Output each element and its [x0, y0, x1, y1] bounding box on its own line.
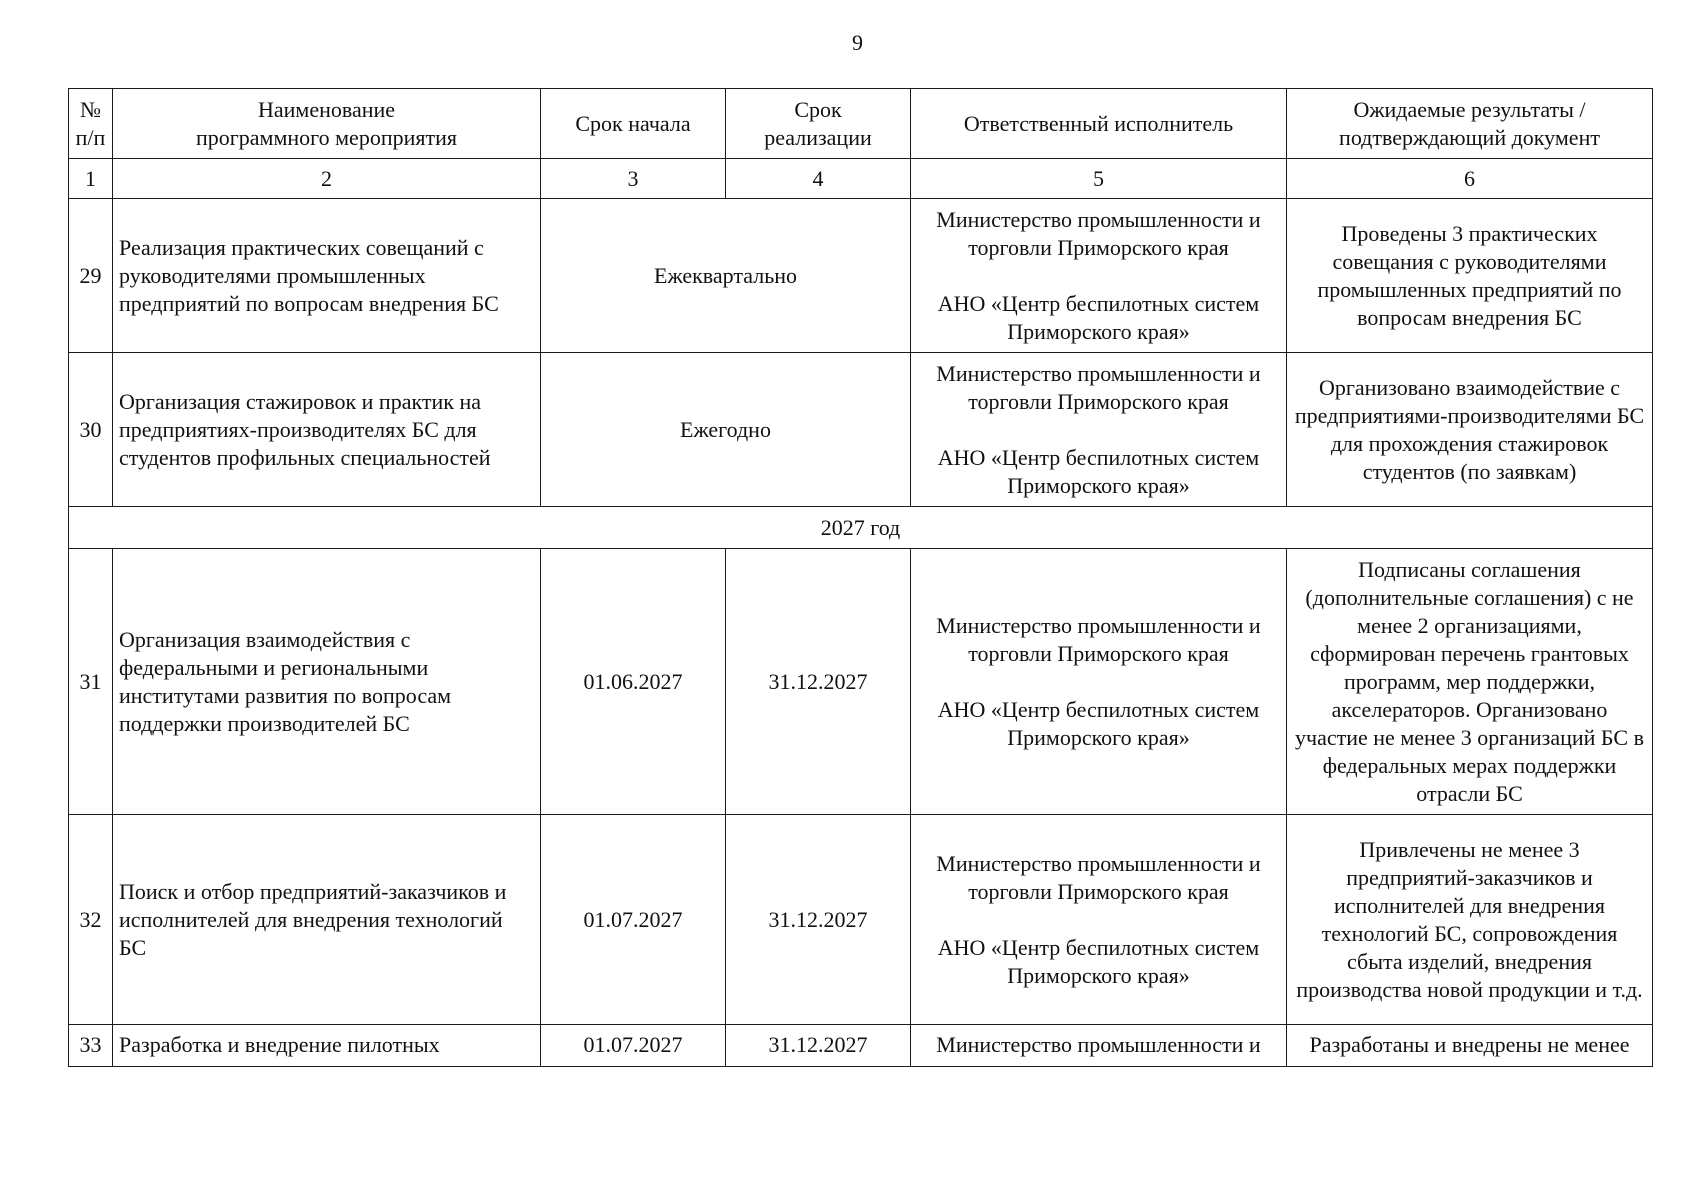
start-date: 01.06.2027	[541, 549, 726, 815]
responsible-ministry: Министерство промышленности и торговли Приморского края	[936, 612, 1261, 666]
activity-period: Ежегодно	[541, 353, 911, 507]
header-start-date: Срок начала	[541, 89, 726, 159]
page-number: 9	[852, 30, 863, 55]
table-header-row	[69, 89, 1653, 159]
responsible-ministry: Министерство промышленности и торговли Приморского края	[936, 850, 1261, 904]
responsible-executors	[911, 815, 1287, 1025]
activity-name: Реализация практических совещаний с руководителями промышленных предприятий по вопросам внедрения БС	[113, 199, 541, 353]
column-number: 5	[911, 159, 1287, 199]
activity-name: Поиск и отбор предприятий-заказчиков и исполнителей для внедрения технологий БС	[113, 815, 541, 1025]
expected-result: Привлечены не менее 3 предприятий-заказчиков и исполнителей для внедрения технологий БС, сопровождения сбыта изделий, внедрения производства новой продукции и т.д.	[1287, 815, 1653, 1025]
column-number: 4	[726, 159, 911, 199]
header-activity-name: Наименование программного мероприятия	[113, 89, 541, 159]
header-number: № п/п	[69, 89, 113, 159]
column-number: 2	[113, 159, 541, 199]
responsible-ano: АНО «Центр беспилотных систем Приморского края»	[937, 444, 1260, 498]
program-activities-table	[68, 88, 1653, 1067]
row-number: 29	[69, 199, 113, 353]
header-end-date: Срок реализации	[726, 89, 911, 159]
table-row	[69, 353, 1653, 507]
column-number: 6	[1287, 159, 1653, 199]
start-date: 01.07.2027	[541, 1025, 726, 1067]
responsible-ano: АНО «Центр беспилотных систем Приморского края»	[937, 696, 1260, 750]
end-date: 31.12.2027	[726, 549, 911, 815]
end-date: 31.12.2027	[726, 1025, 911, 1067]
activity-name: Организация стажировок и практик на предприятиях-производителях БС для студентов профильных специальностей	[113, 353, 541, 507]
activity-period: Ежеквартально	[541, 199, 911, 353]
responsible-ministry: Министерство промышленности и торговли Приморского края	[936, 206, 1261, 260]
expected-result: Организовано взаимодействие с предприятиями-производителями БС для прохождения стажировок студентов (по заявкам)	[1287, 353, 1653, 507]
table-row	[69, 199, 1653, 353]
column-number: 3	[541, 159, 726, 199]
responsible-ministry: Министерство промышленности и торговли Приморского края	[936, 360, 1261, 414]
row-number: 30	[69, 353, 113, 507]
column-number: 1	[69, 159, 113, 199]
start-date: 01.07.2027	[541, 815, 726, 1025]
activity-name: Разработка и внедрение пилотных	[113, 1025, 541, 1067]
year-section-row	[69, 507, 1653, 549]
expected-result: Разработаны и внедрены не менее	[1287, 1025, 1653, 1067]
responsible-executors	[911, 353, 1287, 507]
row-number: 32	[69, 815, 113, 1025]
activity-name: Организация взаимодействия с федеральными и региональными институтами развития по вопросам поддержки производителей БС	[113, 549, 541, 815]
table-row	[69, 549, 1653, 815]
responsible-executors	[911, 199, 1287, 353]
year-section-title: 2027 год	[69, 507, 1653, 549]
row-number: 33	[69, 1025, 113, 1067]
column-number-row	[69, 159, 1653, 199]
row-number: 31	[69, 549, 113, 815]
responsible-executors	[911, 549, 1287, 815]
responsible-ano: АНО «Центр беспилотных систем Приморского края»	[937, 290, 1260, 344]
responsible-executors: Министерство промышленности и	[911, 1025, 1287, 1067]
responsible-ano: АНО «Центр беспилотных систем Приморского края»	[937, 934, 1260, 988]
end-date: 31.12.2027	[726, 815, 911, 1025]
expected-result: Подписаны соглашения (дополнительные соглашения) с не менее 2 организациями, сформирован перечень грантовых программ, мер поддержки, акселераторов. Организовано участие не менее 3 организаций БС в федеральных мерах поддержки отрасли БС	[1287, 549, 1653, 815]
expected-result: Проведены 3 практических совещания с руководителями промышленных предприятий по вопросам внедрения БС	[1287, 199, 1653, 353]
header-results: Ожидаемые результаты / подтверждающий документ	[1287, 89, 1653, 159]
table-row	[69, 815, 1653, 1025]
header-responsible: Ответственный исполнитель	[911, 89, 1287, 159]
table-row	[69, 1025, 1653, 1067]
